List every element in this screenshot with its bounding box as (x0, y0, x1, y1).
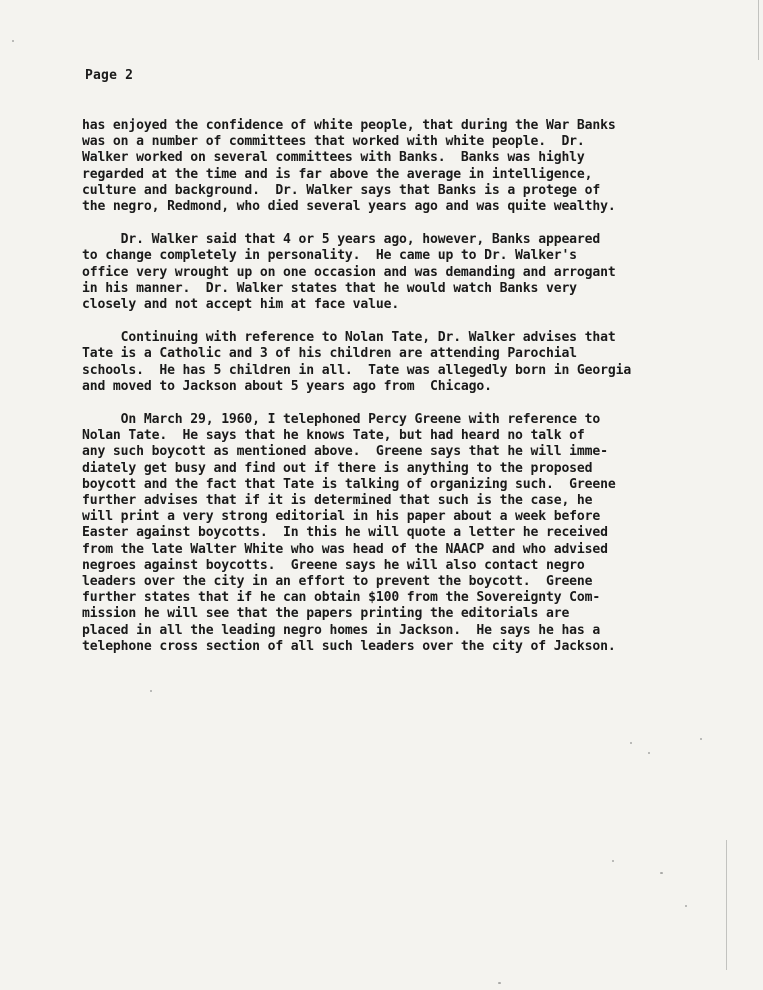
text-line: further advises that if it is determined that such is the case, he (82, 493, 593, 509)
text-line: closely and not accept him at face value. (82, 297, 400, 313)
text-line: from the late Walter White who was head of the NAACP and who advised (82, 541, 608, 557)
scan-speck (700, 738, 702, 740)
text-line: the negro, Redmond, who died several years ago and was quite wealthy. (82, 199, 616, 215)
text-line: Tate is a Catholic and 3 of his children are attending Parochial (82, 346, 577, 362)
scan-speck (612, 860, 614, 862)
scan-edge-mark (726, 840, 727, 970)
scan-speck (648, 752, 650, 754)
text-line: On March 29, 1960, I telephoned Percy Greene with reference to (82, 412, 601, 428)
text-line: regarded at the time and is far above the average in intelligence, (82, 166, 593, 182)
paragraph-banks-background (82, 118, 732, 215)
text-line: Dr. Walker said that 4 or 5 years ago, however, Banks appeared (82, 232, 601, 248)
text-line: office very wrought up on one occasion and was demanding and arrogant (82, 264, 616, 280)
paragraph-banks-change (82, 232, 732, 313)
text-line: in his manner. Dr. Walker states that he would watch Banks very (82, 280, 577, 296)
document-body (82, 118, 732, 672)
text-line: culture and background. Dr. Walker says that Banks is a protege of (82, 182, 601, 198)
scan-speck (150, 690, 152, 692)
text-line: Easter against boycotts. In this he will quote a letter he received (82, 525, 608, 541)
text-line: any such boycott as mentioned above. Greene says that he will imme- (82, 444, 608, 460)
scan-speck (12, 40, 14, 42)
scan-edge-mark (758, 0, 759, 60)
text-line: boycott and the fact that Tate is talking of organizing such. Greene (82, 476, 616, 492)
text-line: further states that if he can obtain $100 from the Sovereignty Com- (82, 590, 601, 606)
text-line: placed in all the leading negro homes in Jackson. He says he has a (82, 622, 601, 638)
scan-speck (660, 872, 663, 874)
text-line: will print a very strong editorial in his paper about a week before (82, 509, 601, 525)
scan-speck (630, 742, 632, 744)
text-line: negroes against boycotts. Greene says he will also contact negro (82, 557, 585, 573)
page-number: Page 2 (85, 68, 134, 83)
paragraph-tate-background (82, 330, 732, 395)
text-line: diately get busy and find out if there is anything to the proposed (82, 460, 593, 476)
text-line: Walker worked on several committees with Banks. Banks was highly (82, 150, 585, 166)
text-line: telephone cross section of all such leaders over the city of Jackson. (82, 638, 616, 654)
text-line: leaders over the city in an effort to prevent the boycott. Greene (82, 574, 593, 590)
scan-speck (685, 905, 687, 907)
text-line: and moved to Jackson about 5 years ago from Chicago. (82, 378, 492, 394)
text-line: Continuing with reference to Nolan Tate, Dr. Walker advises that (82, 330, 616, 346)
text-line: to change completely in personality. He came up to Dr. Walker's (82, 248, 577, 264)
text-line: has enjoyed the confidence of white people, that during the War Banks (82, 118, 616, 133)
text-line: mission he will see that the papers printing the editorials are (82, 606, 570, 622)
text-line: was on a number of committees that worked with white people. Dr. (82, 134, 585, 150)
text-line: schools. He has 5 children in all. Tate was allegedly born in Georgia (82, 362, 632, 378)
text-line: Nolan Tate. He says that he knows Tate, but had heard no talk of (82, 428, 585, 444)
paragraph-greene-call (82, 412, 732, 655)
scan-speck (498, 982, 501, 984)
